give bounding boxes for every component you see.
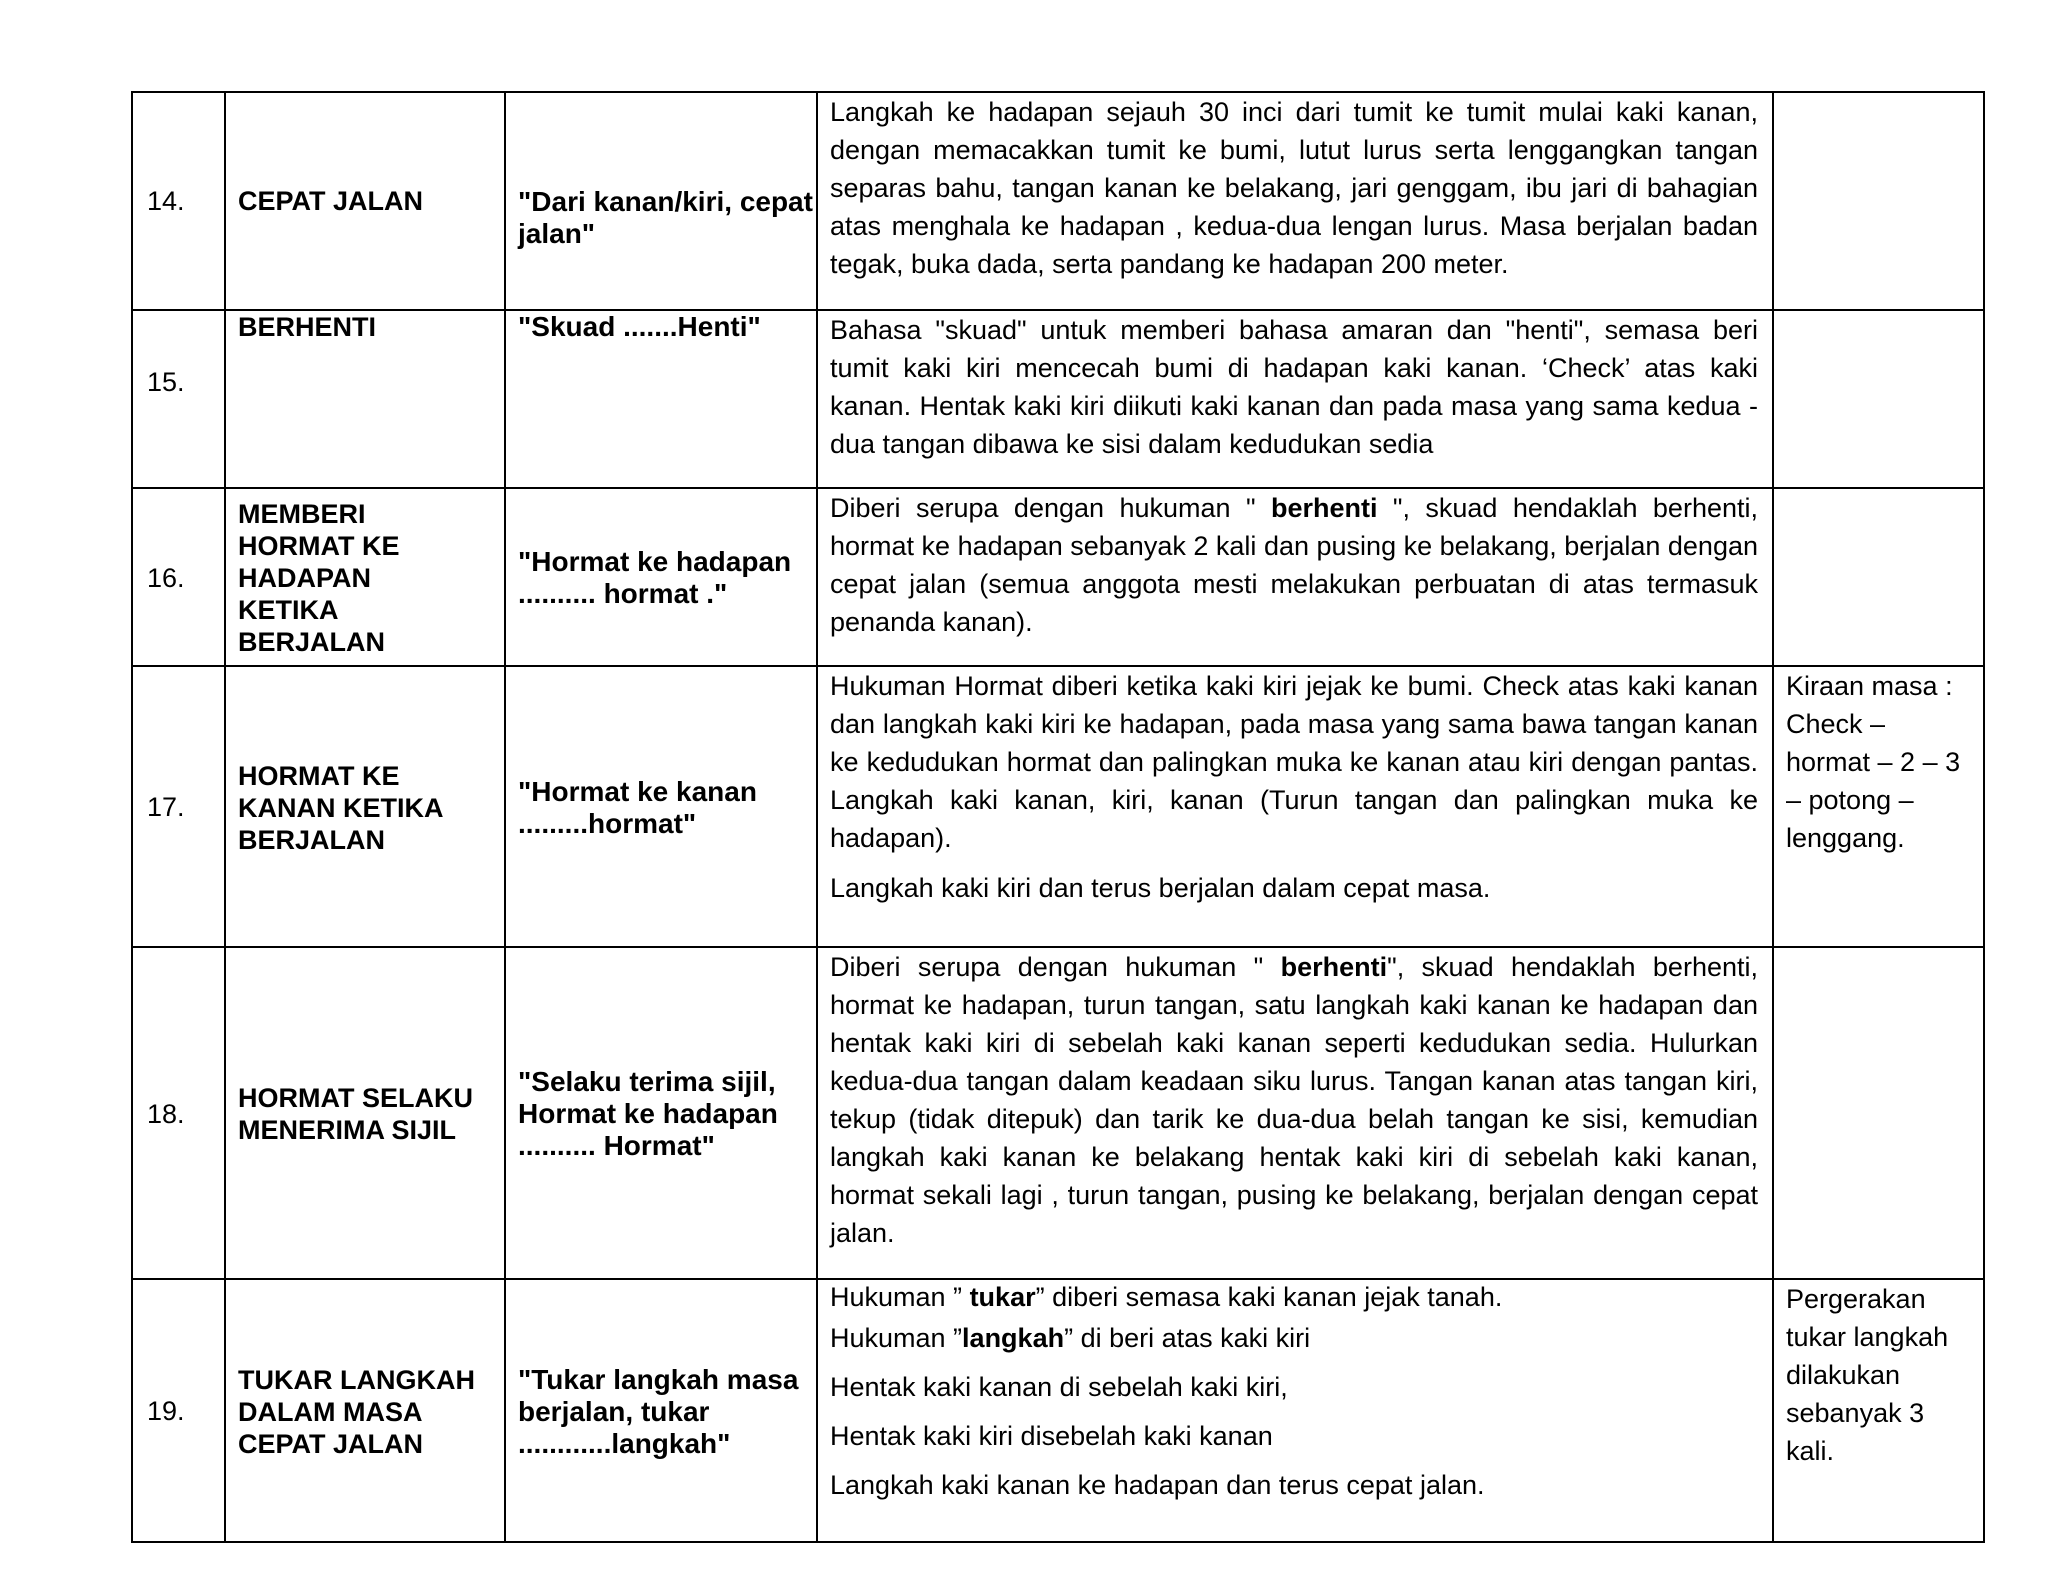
row-command: "Hormat ke kanan .........hormat" [518,775,757,839]
row-command: "Selaku terima sijil, Hormat ke hadapan .......... Hormat" [518,1066,778,1161]
table-row [133,946,1983,1280]
row-description: Diberi serupa dengan hukuman " berhenti", skuad hendaklah berhenti, hormat ke hadapan, turun tangan, satu langkah kaki kanan ke hadapan dan hentak kaki kiri di sebelah kaki kanan seperti kedudukan sedia. Hulurkan kedua-dua tangan dalam keadaan siku lurus. Tangan kanan atas tangan kiri, tekup (tidak ditepuk) dan tarik ke dua-dua belah tangan ke sisi, kemudian langkah kaki kanan ke belakang hentak kaki kiri di sebelah kaki kanan, hormat sekali lagi , turun tangan, pusing ke belakang, berjalan dengan cepat jalan. [830,952,1758,1248]
row-number: 18. [147,1098,185,1129]
row-description: Hukuman ” tukar” diberi semasa kaki kanan jejak tanah. Hukuman ”langkah” di beri atas kaki kiri Hentak kaki kanan di sebelah kaki kiri, Hentak kaki kiri disebelah kaki kanan Langkah kaki kanan ke hadapan dan terus cepat jalan. [830,1282,1503,1500]
row-note [1772,948,1983,1280]
row-description: Bahasa "skuad" untuk memberi bahasa amaran dan "henti", semasa beri tumit kaki kiri mencecah bumi di hadapan kaki kanan. ‘Check’ atas kaki kanan. Hentak kaki kiri diikuti kaki kanan dan pada masa yang sama kedua - dua tangan dibawa ke sisi dalam kedudukan sedia [830,315,1758,459]
row-description: Hukuman Hormat diberi ketika kaki kiri jejak ke bumi. Check atas kaki kanan dan langkah kaki kiri ke hadapan, pada masa yang sama bawa tangan kanan ke kedudukan hormat dan palingkan muka ke kanan atau kiri dengan pantas. Langkah kaki kanan, kiri, kanan (Turun tangan dan palingkan muka ke hadapan). Langkah kaki kiri dan terus berjalan dalam cepat masa. [830,671,1758,903]
row-title: BERHENTI [238,312,377,342]
table-row [133,487,1983,667]
row-command: "Skuad .......Henti" [518,311,761,342]
row-title: TUKAR LANGKAH DALAM MASA CEPAT JALAN [238,1364,475,1459]
row-note [1772,93,1983,309]
row-number: 15. [147,367,185,397]
row-command: "Hormat ke hadapan .......... hormat ." [518,546,792,609]
row-number: 17. [147,792,185,822]
table-row [133,665,1983,948]
row-title: HORMAT KE KANAN KETIKA BERJALAN [238,760,443,855]
row-description: Langkah ke hadapan sejauh 30 inci dari tumit ke tumit mulai kaki kanan, dengan memacakkan tumit ke bumi, lutut lurus serta lenggangkan tangan separas bahu, tangan kanan ke belakang, jari genggam, ibu jari di bahagian atas menghala ke hadapan , kedua-dua lengan lurus. Masa berjalan badan tegak, buka dada, serta pandang ke hadapan 200 meter. [830,97,1758,279]
row-note: Pergerakan tukar langkah dilakukan sebanyak 3 kali. [1786,1284,1949,1466]
table-row [133,309,1983,489]
row-number: 19. [147,1396,185,1426]
table-row [133,93,1983,309]
row-title: HORMAT SELAKU MENERIMA SIJIL [238,1083,473,1145]
row-command: "Dari kanan/kiri, cepat jalan" [518,186,813,249]
row-note [1772,311,1983,489]
drill-table [131,91,1985,1543]
row-number: 14. [147,185,185,216]
row-command: "Tukar langkah masa berjalan, tukar ............langkah" [518,1363,799,1459]
row-title: CEPAT JALAN [238,186,424,216]
table-row [133,1278,1983,1543]
row-note [1772,489,1983,667]
row-number: 16. [147,562,185,593]
row-title: MEMBERI HORMAT KE HADAPAN KETIKA BERJALAN [238,499,400,657]
row-description: Diberi serupa dengan hukuman " berhenti ", skuad hendaklah berhenti, hormat ke hadapan sebanyak 2 kali dan pusing ke belakang, berjalan dengan cepat jalan (semua anggota mesti melakukan perbuatan di atas termasuk penanda kanan). [830,493,1758,637]
row-note: Kiraan masa : Check – hormat – 2 – 3 – potong – lenggang. [1786,671,1961,853]
